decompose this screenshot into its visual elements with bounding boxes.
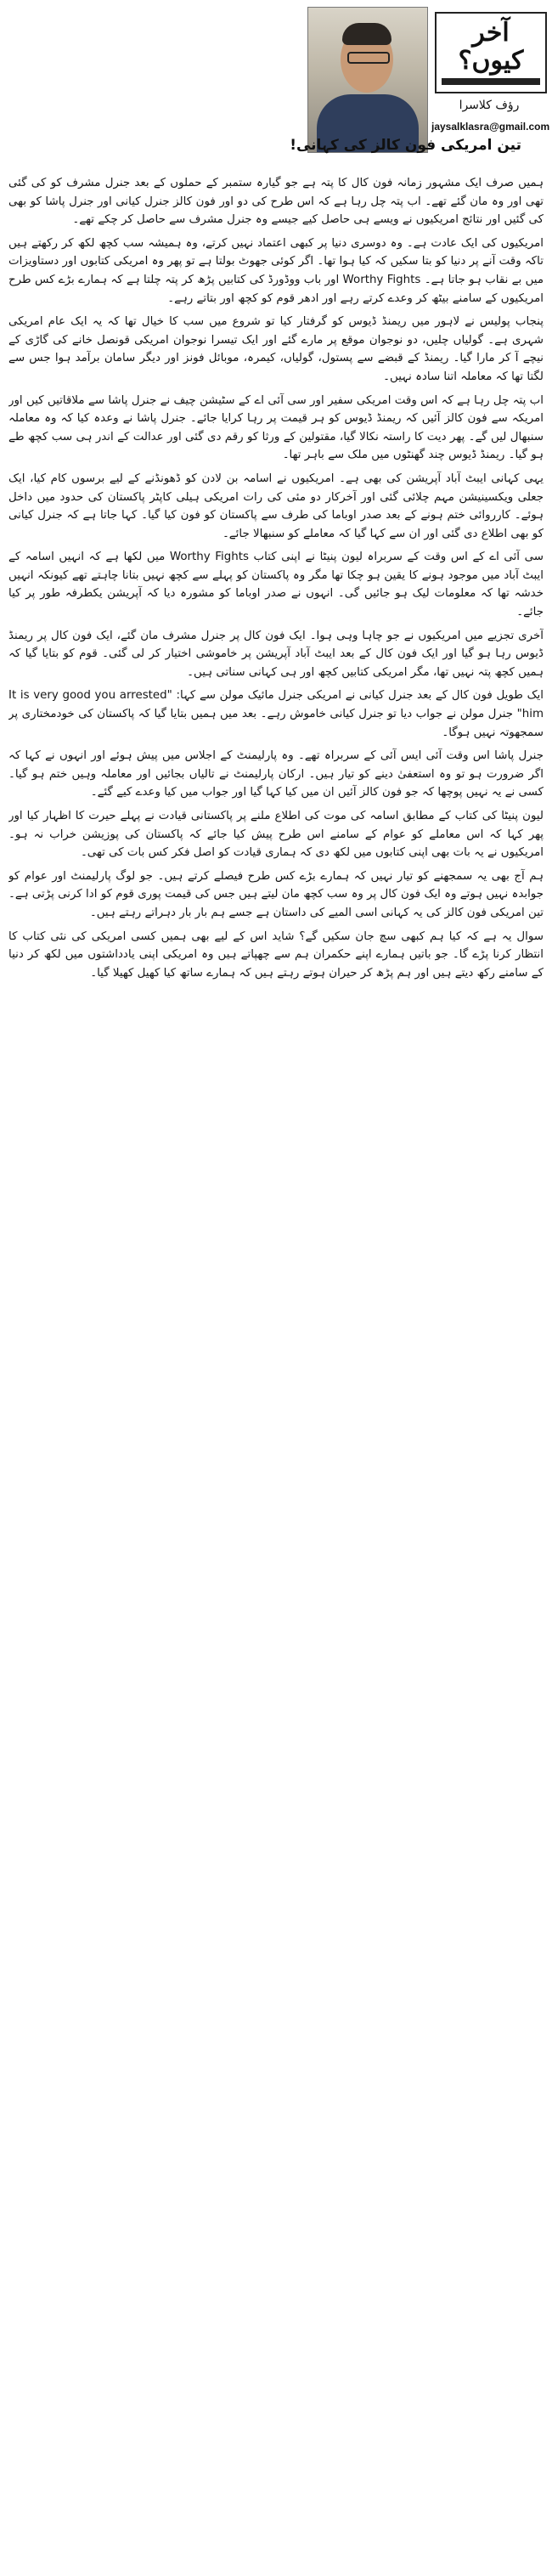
author-email[interactable]: jaysalklasra@gmail.com xyxy=(431,121,550,133)
column-name: آخر کیوں؟ xyxy=(458,18,524,76)
article-paragraph: اب پتہ چل رہا ہے کہ اس وقت امریکی سفیر اور سی آئی اے کے سٹیشن چیف نے جنرل پاشا سے ملاقاتیں کیں اور امریکہ سے فون کالز آئیں کہ ریمنڈ ڈیوس کو ہر قیمت پر رہا کرایا جائے۔ جنرل پاشا نے وعدہ کیا کہ وہ معاملہ سنبھال لیں گے۔ پھر دیت کا راستہ نکالا گیا، مقتولین کے ورثا کو رقم دی گئی اور عدالت کے اندر ہی سب کچھ طے ہو گیا۔ ریمنڈ ڈیوس چند گھنٹوں میں ملک سے باہر تھا۔ xyxy=(8,393,544,462)
author-photo-hair xyxy=(342,23,391,45)
article-body xyxy=(8,174,544,2563)
article-paragraph: یہی کہانی ایبٹ آباد آپریشن کی بھی ہے۔ امریکیوں نے اسامہ بن لادن کو ڈھونڈنے کے لیے برسوں کام کیا، ایک جعلی ویکسینیشن مہم چلائی گئی اور آخرکار دو مئی کی رات امریکی ہیلی کاپٹر پاکستان کی حدود میں داخل ہوئے۔ کارروائی ختم ہونے کے بعد صدر اوباما کی طرف سے پاکستان کو فون کیا گیا۔ کہا جاتا ہے کہ جنرل کیانی کو بھی اطلاع دی گئی اور ان سے کہا گیا کہ معاملے کو سنبھالا جائے۔ xyxy=(8,472,544,540)
logo-underline xyxy=(442,78,540,85)
article-headline: تین امریکی فون کالز کی کہانی! xyxy=(290,137,521,154)
article-paragraph: جنرل پاشا اس وقت آئی ایس آئی کے سربراہ تھے۔ وہ پارلیمنٹ کے اجلاس میں پیش ہوئے اور انہوں نے کہا کہ اگر ضرورت ہو تو وہ استعفیٰ دینے کو تیار ہیں۔ ارکان پارلیمنٹ نے تالیاں بجائیں اور معاملہ وہیں ختم ہو گیا۔ کسی نے یہ نہیں پوچھا کہ جو فون کالز آئیں ان میں کیا کہا گیا اور جواب میں کیا وعدے کیے گئے۔ xyxy=(8,749,544,799)
article-paragraph: لیون پنیٹا کی کتاب کے مطابق اسامہ کی موت کی اطلاع ملنے پر پاکستانی قیادت نے پہلے حیرت کا اظہار کیا اور پھر کہا کہ اس معاملے کو عوام کے سامنے اس طرح پیش کیا جائے کہ پاکستان کی پوزیشن خراب نہ ہو۔ امریکیوں نے یہ بات بھی اپنی کتابوں میں لکھ دی کہ ہماری قیادت کو اصل فکر کس بات کی تھی۔ xyxy=(8,810,544,860)
article-paragraph: آخری تجزیے میں امریکیوں نے جو چاہا وہی ہوا۔ ایک فون کال پر جنرل مشرف مان گئے، ایک فون کال پر ریمنڈ ڈیوس رہا ہو گیا اور ایک فون کال کے بعد ایبٹ آباد آپریشن پر خاموشی اختیار کر لی گئی۔ قوم کو بتایا گیا کہ ہمیں کچھ پتہ نہیں تھا، مگر امریکی کتابیں کچھ اور ہی کہانی سناتی ہیں۔ xyxy=(8,629,544,679)
article-paragraph: پنجاب پولیس نے لاہور میں ریمنڈ ڈیوس کو گرفتار کیا تو شروع میں سب کا خیال تھا کہ یہ ایک عام امریکی شہری ہے۔ گولیاں چلیں، دو نوجوان موقع پر مارے گئے اور ایک تیسرا نوجوان امریکی قونصل خانے کی گاڑی کے نیچے آ کر مارا گیا۔ ریمنڈ کے قبضے سے پستول، گولیاں، کیمرہ، موبائل فونز اور دیگر سامان برآمد ہوا جس سے لگتا تھا کہ معاملہ اتنا سادہ نہیں۔ xyxy=(8,315,544,383)
article-paragraph: امریکیوں کی ایک عادت ہے۔ وہ دوسری دنیا پر کبھی اعتماد نہیں کرتے، وہ ہمیشہ سب کچھ لکھ کر رکھتے ہیں تاکہ وقت آنے پر دنیا کو بتا سکیں کہ کیا ہوا تھا۔ اگر کوئی جھوٹ بولتا ہے تو پھر وہ امریکی کتابوں اور دستاویزات میں بے نقاب ہو جاتا ہے۔ Worthy Fights اور باب ووڈورڈ کی کتابیں پڑھ کر پتہ چلتا ہے کہ ہمارے بڑے کس طرح امریکیوں کے سامنے بیٹھ کر وعدے کرتے رہے اور ادھر قوم کو کچھ اور بتاتے رہے۔ xyxy=(8,236,544,305)
article-paragraph: ہم آج بھی یہ سمجھنے کو تیار نہیں کہ ہمارے بڑے کس طرح فیصلے کرتے ہیں۔ جو لوگ پارلیمنٹ اور عوام کو جوابدہ نہیں ہوتے وہ ایک فون کال پر وہ سب کچھ مان لیتے ہیں جس کی قیمت پوری قوم کو ادا کرنی پڑتی ہے۔ تین امریکی فون کالز کی یہ کہانی اسی المیے کی داستان ہے جسے ہم بار بار دہراتے رہتے ہیں۔ xyxy=(8,869,544,919)
column-logo xyxy=(435,12,547,93)
article-paragraph: ایک طویل فون کال کے بعد جنرل کیانی نے امریکی جنرل مائیک مولن سے کہا: "It is very good you arrested him" جنرل مولن نے جواب دیا تو جنرل کیانی خاموش رہے۔ بعد میں ہمیں بتایا گیا کہ پاکستان کی خودمختاری پر سمجھوتہ نہیں ہوگا۔ xyxy=(8,689,544,739)
article-paragraph: سوال یہ ہے کہ کیا ہم کبھی سچ جان سکیں گے؟ شاید اس کے لیے بھی ہمیں کسی امریکی کی نئی کتاب کا انتظار کرنا پڑے گا۔ جو باتیں ہمارے اپنے حکمران ہم سے چھپاتے ہیں وہ امریکی اپنی یادداشتوں میں لکھ کر دنیا کے سامنے رکھ دیتے ہیں اور ہم پڑھ کر حیران ہوتے رہتے ہیں کہ ہمارے ساتھ کیا کھیل کھیلا گیا۔ xyxy=(8,929,544,980)
column-header xyxy=(0,0,552,166)
author-photo xyxy=(307,7,428,153)
author-name: رؤف کلاسرا xyxy=(459,99,520,112)
article-paragraph: ہمیں صرف ایک مشہور زمانہ فون کال کا پتہ ہے جو گیارہ ستمبر کے حملوں کے بعد جنرل مشرف کو کی گئی تھی اور وہ مان گئے تھے۔ اب پتہ چل رہا ہے کہ اس طرح کی دو اور فون کالز جنرل کیانی اور جنرل پاشا کو بھی کی گئیں اور نتائج امریکیوں نے ویسے ہی حاصل کیے جیسے وہ جنرل مشرف سے حاصل کر چکے تھے۔ xyxy=(8,177,544,227)
author-photo-glasses xyxy=(347,52,390,64)
article-paragraph: سی آئی اے کے اس وقت کے سربراہ لیون پنیٹا نے اپنی کتاب Worthy Fights میں لکھا ہے کہ انہیں اسامہ کے ایبٹ آباد میں موجود ہونے کا یقین ہو چکا تھا مگر وہ پاکستان کو پہلے سے کچھ نہیں بتانا چاہتے تھے کیونکہ انہیں خدشہ تھا کہ معلومات لیک ہو جائیں گی۔ انہوں نے صدر اوباما کو مشورہ دیا کہ آپریشن یکطرفہ طور پر کیا جائے۔ xyxy=(8,551,544,619)
